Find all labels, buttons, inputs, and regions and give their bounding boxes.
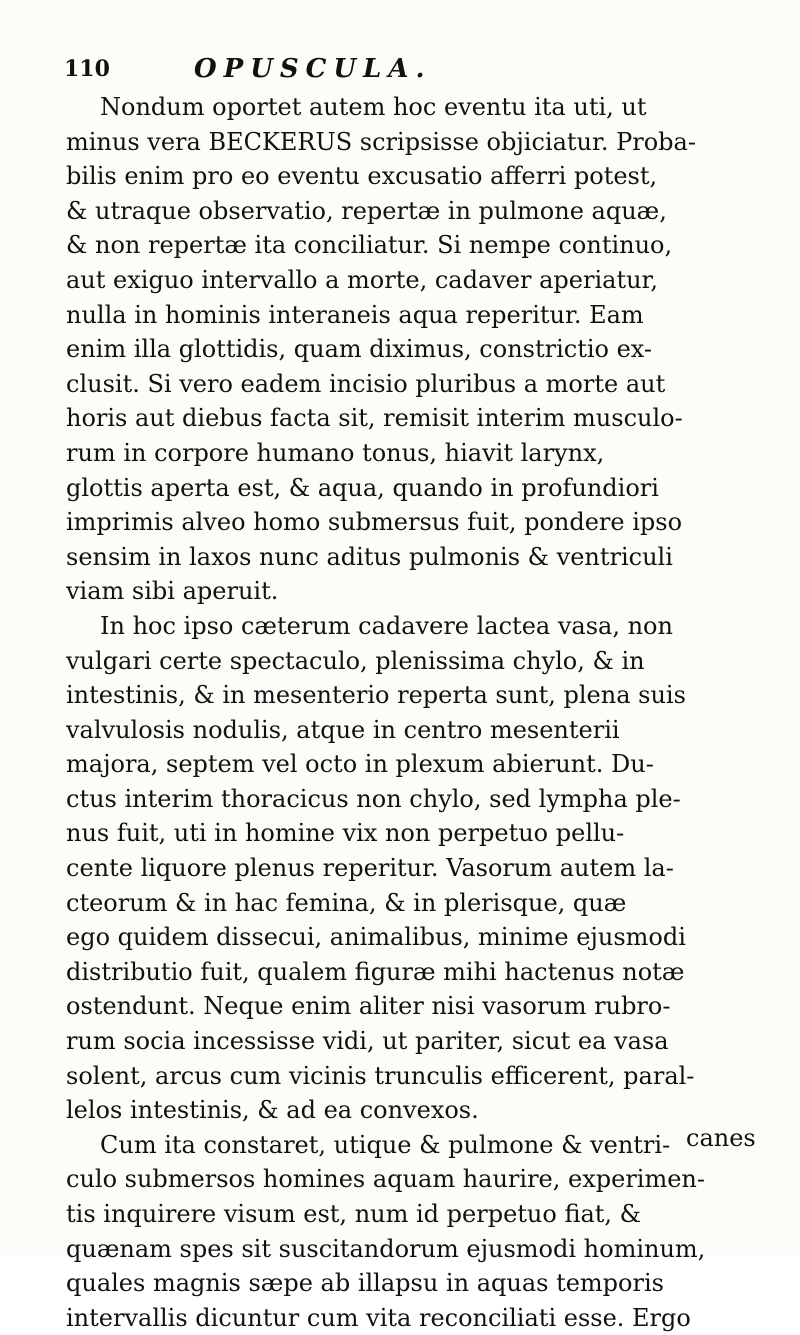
text-line: & utraque observatio, repertæ in pulmone aquæ, <box>66 196 667 225</box>
text-line: culo submersos homines aquam haurire, experimen- <box>66 1165 705 1194</box>
text-line: clusit. Si vero eadem incisio pluribus a morte aut <box>66 369 666 398</box>
text-line: Cum ita constaret, utique & pulmone & ventri- <box>100 1130 671 1159</box>
text-line: aut exiguo intervallo a morte, cadaver aperiatur, <box>66 265 659 294</box>
text-line: imprimis alveo homo submersus fuit, pondere ipso <box>66 508 683 537</box>
text-line: Nondum oportet autem hoc eventu ita uti, ut <box>100 93 647 121</box>
page-number: 110 <box>64 56 110 82</box>
catchword: canes <box>686 1124 756 1152</box>
text-line: In hoc ipso cæterum cadavere lactea vasa, non <box>100 611 673 640</box>
text-line: solent, arcus cum vicinis trunculis efficerent, paral- <box>66 1061 695 1090</box>
text-line: rum socia incessisse vidi, ut pariter, sicut ea vasa <box>66 1027 669 1056</box>
text-line: rum in corpore humano tonus, hiavit larynx, <box>66 438 605 467</box>
text-line: bilis enim pro eo eventu excusatio afferri potest, <box>66 162 658 191</box>
text-line: ostendunt. Neque enim aliter nisi vasorum rubro- <box>66 992 671 1021</box>
text-line: ctus interim thoracicus non chylo, sed lympha ple- <box>66 784 681 813</box>
text-line: intestinis, & in mesenterio reperta sunt, plena suis <box>66 681 686 710</box>
text-line: nulla in hominis interaneis aqua reperitur. Eam <box>66 300 644 329</box>
text-line: glottis aperta est, & aqua, quando in profundiori <box>66 473 659 502</box>
running-head: OPUSCULA. <box>194 54 432 84</box>
text-line: & non repertæ ita conciliatur. Si nempe continuo, <box>66 231 673 260</box>
text-line: quales magnis sæpe ab illapsu in aquas temporis <box>66 1269 664 1298</box>
text-line: valvulosis nodulis, atque in centro mesenterii <box>66 715 620 744</box>
text-line: lelos intestinis, & ad ea convexos. <box>66 1096 479 1125</box>
text-line: quænam spes sit suscitandorum ejusmodi hominum, <box>66 1234 706 1263</box>
text-line: majora, septem vel octo in plexum abierunt. Du- <box>66 750 654 779</box>
text-line: vulgari certe spectaculo, plenissima chylo, & in <box>66 646 645 675</box>
text-line: intervallis dicuntur cum vita reconciliati esse. Ergo <box>66 1303 691 1332</box>
text-line: viam sibi aperuit. <box>66 577 279 606</box>
text-line: ego quidem dissecui, animalibus, minime ejusmodi <box>66 923 686 952</box>
text-line: sensim in laxos nunc aditus pulmonis & ventriculi <box>66 542 673 571</box>
text-line: enim illa glottidis, quam diximus, constrictio ex- <box>66 335 653 364</box>
text-line: nus fuit, uti in homine vix non perpetuo pellu- <box>66 819 625 848</box>
text-line: minus vera BECKERUS scripsisse objiciatur. Proba- <box>66 127 696 156</box>
text-line: tis inquirere visum est, num id perpetuo fiat, & <box>66 1200 642 1228</box>
text-line: cente liquore plenus reperitur. Vasorum autem la- <box>66 854 674 883</box>
text-line: distributio fuit, qualem figuræ mihi hactenus notæ <box>66 957 685 986</box>
text-line: horis aut diebus facta sit, remisit interim musculo- <box>66 404 683 433</box>
text-line: cteorum & in hac femina, & in plerisque, quæ <box>66 888 627 917</box>
